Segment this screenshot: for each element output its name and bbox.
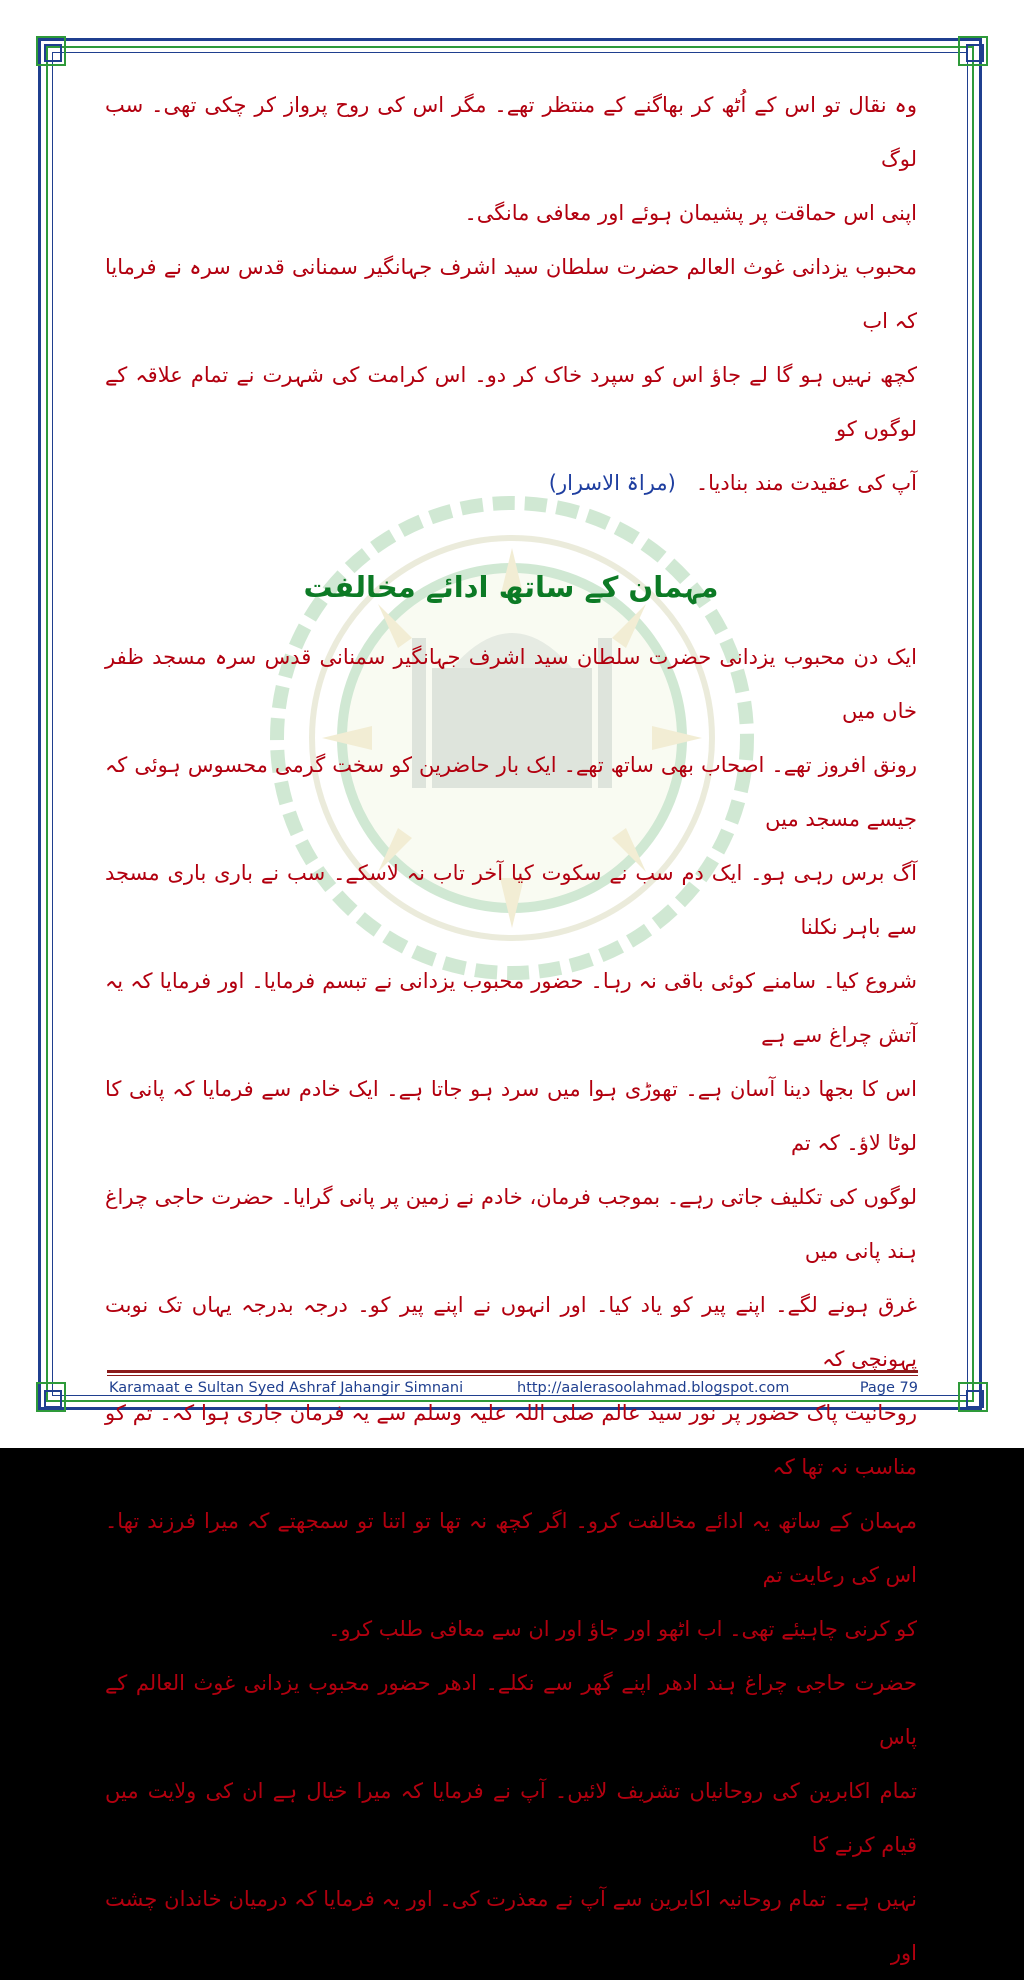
text-line: اس کا بجھا دینا آسان ہے۔ تھوڑی ہوا میں سرد ہو جاتا ہے۔ ایک خادم سے فرمایا کہ پانی کا لوٹا لاؤ۔ کہ تم [105,1077,917,1155]
text-line: روحانیت پاک حضور پر نور سید عالم صلی اللہ علیہ وسلم سے یہ فرمان جاری ہوا کہ۔ تم کو مناسب نہ تھا کہ [105,1401,917,1479]
paragraph-4 [105,1656,917,1980]
footer-page-number: Page 79 [859,1380,918,1396]
paragraph-1 [105,78,917,240]
text-line: کچھ نہیں ہو گا لے جاؤ اس کو سپرد خاک کر دو۔ اس کرامت کی شہرت نے تمام علاقہ کے لوگوں کو [105,363,917,441]
document-body [105,78,917,1980]
text-line: ایک دن محبوب یزدانی حضرت سلطان سید اشرف جہانگیر سمنانی قدس سرہ مسجد ظفر خاں میں [105,645,917,723]
corner-ornament-icon [36,36,66,66]
text-line: غرق ہونے لگے۔ اپنے پیر کو یاد کیا۔ اور انہوں نے اپنے پیر کو۔ درجہ بدرجہ یہاں تک نوبت پہونچی کہ [105,1293,917,1371]
text-line: کو کرنی چاہیئے تھی۔ اب اٹھو اور جاؤ اور ان سے معافی طلب کرو۔ [328,1617,917,1641]
text-line: وہ نقال تو اس کے اُٹھ کر بھاگنے کے منتظر تھے۔ مگر اس کی روح پرواز کر چکی تھی۔ سب لوگ [105,93,917,171]
corner-ornament-icon [958,36,988,66]
text-line: آگ برس رہی ہو۔ ایک دم سب نے سکوت کیا آخر تاب نہ لاسکے۔ سب نے باری باری مسجد سے باہر نکلنا [105,861,917,939]
citation: (مراۃ الاسرار) [548,471,676,495]
text-line: محبوب یزدانی غوث العالم حضرت سلطان سید اشرف جہانگیر سمنانی قدس سرہ نے فرمایا کہ اب [105,255,917,333]
text-line [105,456,917,510]
text-line: تمام اکابرین کی روحانیاں تشریف لائیں۔ آپ نے فرمایا کہ میرا خیال ہے ان کی ولایت میں قیام کرنے کا [105,1779,917,1857]
page-footer [107,1380,918,1404]
paragraph-3 [105,630,917,1656]
text-line: شروع کیا۔ سامنے کوئی باقی نہ رہا۔ حضور محبوب یزدانی نے تبسم فرمایا۔ اور فرمایا کہ یہ آتش چراغ سے ہے [105,969,917,1047]
text-line: نہیں ہے۔ تمام روحانیہ اکابرین سے آپ نے معذرت کی۔ اور یہ فرمایا کہ درمیان خاندان چشت اور [105,1887,917,1965]
corner-ornament-icon [958,1382,988,1412]
text-line: رونق افروز تھے۔ اصحاب بھی ساتھ تھے۔ ایک بار حاضرین کو سخت گرمی محسوس ہوئی کہ جیسے مسجد میں [105,753,917,831]
text-line: مہمان کے ساتھ یہ ادائے مخالفت کرو۔ اگر کچھ نہ تھا تو اتنا تو سمجھتے کہ میرا فرزند تھا۔ اس کی رعایت تم [105,1509,917,1587]
text-line: لوگوں کی تکلیف جاتی رہے۔ بموجب فرمان، خادم نے زمین پر پانی گرایا۔ حضرت حاجی چراغ ہند پانی میں [105,1185,917,1263]
text-line: اپنی اس حماقت پر پشیمان ہوئے اور معافی مانگی۔ [464,201,917,225]
footer-divider [107,1370,918,1373]
paragraph-2 [105,240,917,510]
footer-url-link[interactable]: http://aalerasoolahmad.blogspot.com [517,1380,790,1396]
text-segment: آپ کی عقیدت مند بنادیا۔ [695,471,917,495]
footer-book-title: Karamaat e Sultan Syed Ashraf Jahangir Simnani [109,1380,464,1396]
text-line: حضرت حاجی چراغ ہند ادھر اپنے گھر سے نکلے۔ ادھر حضور محبوب یزدانی غوث العالم کے پاس [105,1671,917,1749]
section-heading: مہمان کے ساتھ ادائے مخالفت [303,570,719,604]
corner-ornament-icon [36,1382,66,1412]
